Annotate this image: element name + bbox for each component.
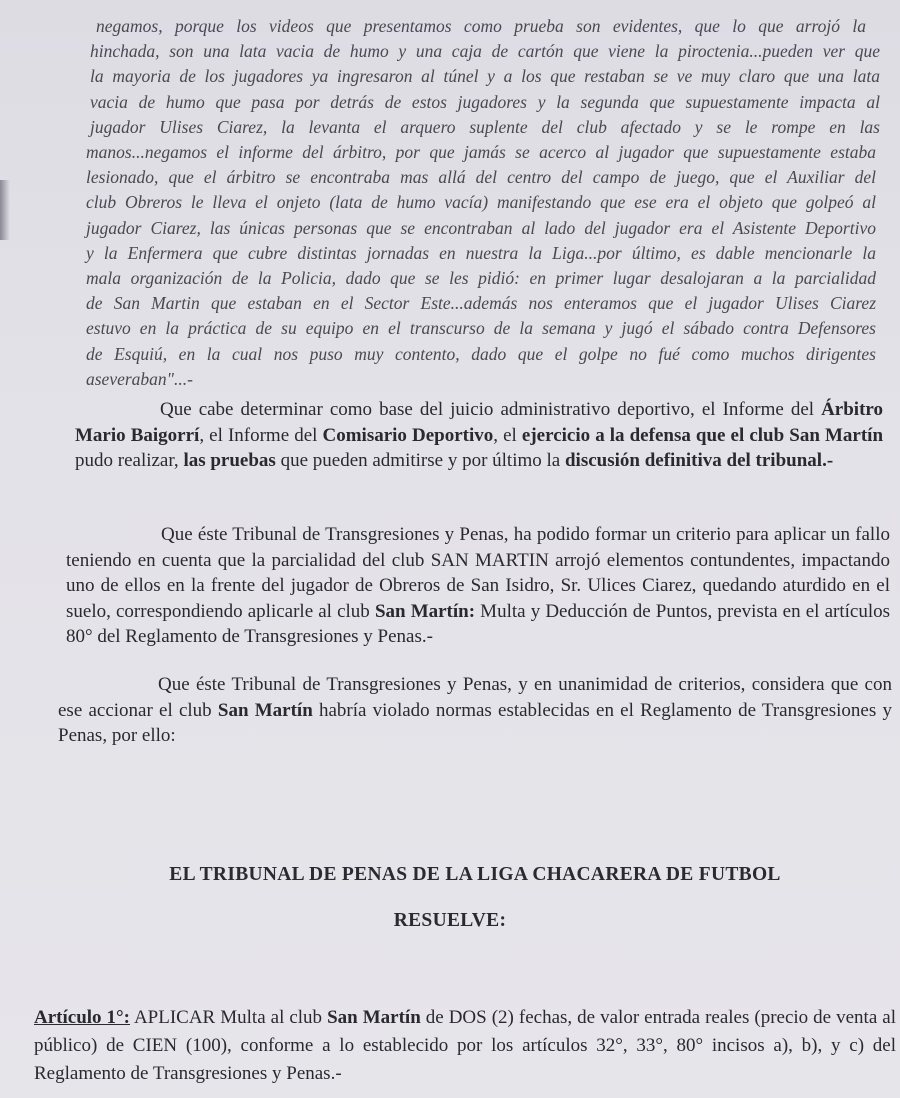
text-segment: pudo realizar, — [75, 450, 184, 471]
text-segment: habría violado normas establecidas en el Reglamento de Transgresiones y Penas, por ello: — [58, 699, 892, 746]
text-segment: Multa y Deducción de Puntos, prevista en el artículos 80° del Reglamento de Transgresiones y Penas.- — [66, 600, 890, 647]
text-segment: Que éste Tribunal de Transgresiones y Penas, ha podido formar un criterio para aplicar un fallo teniendo en cuenta que la parcialidad del club SAN MARTIN arrojó elementos contundentes, impactando uno de ellos en la frente del jugador de Obreros de San Isidro, Sr. Ulices Ciarez, quedando aturdido en el suelo, correspondiendo aplicarle al club — [66, 524, 890, 622]
bold-segment: discusión definitiva del tribunal.- — [564, 450, 834, 471]
text-segment: de DOS (2) fechas, de valor entrada reales (precio de venta al público) de CIEN (100), conforme a lo establecido por los artículos 32°, 33°, 80° incisos a), b), y c) del Reglamento de Transgresiones y Penas.- — [34, 1007, 896, 1084]
quote-line: vacia de humo que pasa por detrás de estos jugadores y la segunda que supuestamente impacta al — [90, 91, 880, 112]
quote-line: negamos, porque los videos que presentamos como prueba son evidentes, que lo que arrojó la — [96, 16, 866, 36]
text-segment: , el Informe del — [199, 424, 323, 446]
text-segment: Que cabe determinar como base del juicio administrativo deportivo, el Informe del — [160, 399, 822, 420]
bold-segment: San Martín — [327, 1007, 421, 1028]
tribunal-heading: EL TRIBUNAL DE PENAS DE LA LIGA CHACARERA DE FUTBOL — [169, 864, 781, 885]
quote-line: jugador Ulises Ciarez, la levanta el arquero suplente del club afectado y se le rompe en las — [90, 116, 880, 137]
bold-segment: las pruebas — [183, 450, 276, 471]
quote-line: de Esquiú, en la cual nos puso muy contento, dado que el golpe no fué como muchos dirigentes — [86, 343, 876, 364]
quote-line: y la Enfermera que cubre distintas jornadas en nuestra la Liga...por último, es dable mencionarle la — [86, 242, 876, 263]
paragraph-criteria — [66, 522, 890, 650]
article-label: Artículo 1°: — [34, 1007, 130, 1028]
quote-line: lesionado, que el árbitro se encontraba mas allá del centro del campo de juego, que el Auxiliar del — [86, 167, 876, 188]
bold-segment: ejercicio a la defensa que el club San Martín — [521, 424, 884, 446]
quote-line: club Obreros le lleva el onjeto (lata de humo vacía) manifestando que ese era el objeto que golpeó al — [86, 192, 876, 213]
text-segment: APLICAR Multa al club — [129, 1007, 328, 1028]
quote-line: hinchada, son una lata vacia de humo y una caja de cartón que viene la piroctenia...pueden ver que — [90, 41, 880, 62]
text-segment: que pueden admitirse y por último la — [275, 450, 565, 471]
quote-line: aseveraban"...- — [86, 368, 193, 389]
quote-line: estuvo en la práctica de su equipo en el transcurso de la semana y jugó el sábado contra Defensores — [86, 318, 876, 339]
bold-segment: San Martín — [217, 699, 313, 721]
resuelve-heading: RESUELVE: — [393, 910, 507, 931]
text-segment: , el — [493, 424, 522, 446]
bold-segment: Comisario Deportivo — [322, 424, 494, 446]
paragraph-unanimity — [58, 672, 892, 749]
page-edge-shadow — [0, 180, 10, 240]
quote-line: jugador Ciarez, las únicas personas que se encontraban al lado del jugador era el Asistente Deportivo — [86, 217, 876, 238]
quote-line: manos...negamos el informe del árbitro, por que jamás se acerco al jugador que supuestamente estaba — [86, 142, 876, 162]
quote-line: la mayoria de los jugadores ya ingresaron al túnel y a los que restaban se ve muy claro que una lata — [90, 66, 880, 87]
quote-line: de San Martin que estaban en el Sector Este...además nos enteramos que el jugador Ulises Ciarez — [86, 293, 876, 314]
text-segment: Que éste Tribunal de Transgresiones y Penas, y en unanimidad de criterios, considera que con ese accionar el club — [58, 674, 892, 721]
bold-segment: Árbitro Mario Baigorrí — [75, 399, 883, 446]
bold-segment: San Martín: — [374, 600, 476, 622]
article-1 — [34, 1004, 896, 1088]
quote-line: mala organización de la Policia, dado que se les pidió: en primer lugar desalojaran a la parcialidad — [86, 268, 876, 288]
paragraph-basis — [75, 397, 883, 474]
